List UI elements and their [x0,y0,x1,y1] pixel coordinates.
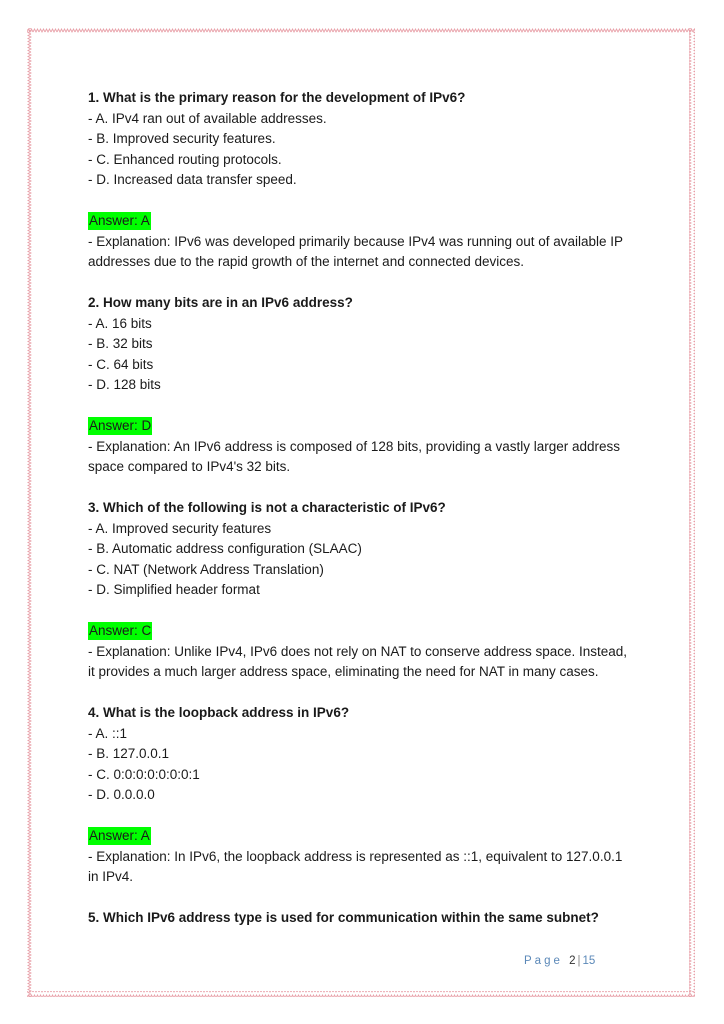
question-block-1 [88,88,648,273]
option-b: - B. 127.0.0.1 [88,746,170,761]
option-a: - A. IPv4 ran out of available addresses. [88,110,327,126]
answer-highlight: Answer: A [89,828,150,843]
explanation-text: - Explanation: An IPv6 address is composed of 128 bits, providing a vastly larger address space compared to IPv4's 32 bits. [88,438,621,474]
question-title: 2. How many bits are in an IPv6 address? [88,295,353,310]
option-b: - B. Automatic address configuration (SLAAC) [88,541,362,556]
option-a: - A. ::1 [88,725,128,741]
option-d: - D. Increased data transfer speed. [88,172,297,187]
option-c: - C. 0:0:0:0:0:0:0:1 [88,766,200,782]
quiz-content [88,88,648,929]
explanation-text: - Explanation: In IPv6, the loopback address is represented as ::1, equivalent to 127.0.0.1 in IPv4. [88,848,623,884]
option-b: - B. 32 bits [88,336,153,351]
question-title: 3. Which of the following is not a characteristic of IPv6? [88,500,446,515]
answer-highlight: Answer: D [89,418,152,433]
answer-highlight: Answer: C [89,623,152,638]
option-d: - D. 0.0.0.0 [88,787,155,802]
question-block-4 [88,703,648,888]
option-d: - D. 128 bits [88,377,161,392]
option-a: - A. 16 bits [88,315,152,331]
question-title: 1. What is the primary reason for the development of IPv6? [88,90,466,105]
question-block-3 [88,498,648,683]
option-c: - C. 64 bits [88,356,154,372]
total-pages: 15 [582,955,596,967]
option-c: - C. Enhanced routing protocols. [88,151,282,167]
question-block-2 [88,293,648,478]
explanation-text: - Explanation: IPv6 was developed primarily because IPv4 was running out of available IP addresses due to the rapid growth of the internet and connected devices. [88,233,623,269]
option-d: - D. Simplified header format [88,582,260,597]
page-label: Page [524,955,563,967]
explanation-text: - Explanation: Unlike IPv4, IPv6 does not rely on NAT to conserve address space. Instead, it provides a much larger address space, eliminating the need for NAT in many cases. [88,643,628,679]
option-c: - C. NAT (Network Address Translation) [88,561,324,577]
option-a: - A. Improved security features [88,520,272,536]
page-footer [524,955,595,967]
option-b: - B. Improved security features. [88,131,276,146]
question-title: 5. Which IPv6 address type is used for communication within the same subnet? [88,910,599,925]
page-number: 2 [569,955,576,967]
question-title: 4. What is the loopback address in IPv6? [88,705,350,720]
answer-highlight: Answer: A [89,213,150,228]
page-separator: | [577,955,581,967]
question-block-5 [88,908,648,929]
